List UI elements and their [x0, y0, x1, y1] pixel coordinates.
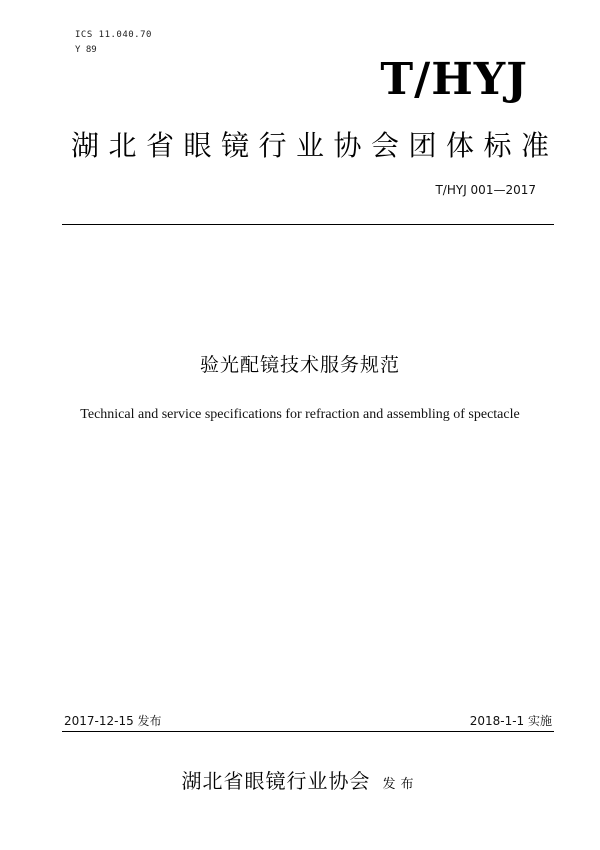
organization-standard-title: 湖北省眼镜行业协会团体标准: [71, 129, 559, 162]
document-title-chinese: 验光配镜技术服务规范: [199, 354, 400, 376]
document-title-english: Technical and service specifications for refraction and assembling of spectacle: [80, 407, 520, 422]
ccs-code: Y 89: [75, 45, 97, 55]
top-divider: [62, 224, 554, 225]
ics-code: ICS 11.040.70: [75, 30, 152, 40]
standard-number: T/HYJ 001—2017: [435, 183, 536, 197]
bottom-divider: [62, 731, 554, 732]
publisher-name: 湖北省眼镜行业协会: [181, 769, 371, 793]
implementation-date: 2018-1-1 实施: [469, 714, 552, 728]
standard-logo: T/HYJ: [380, 54, 528, 105]
issue-date: 2017-12-15 发布: [64, 714, 162, 728]
publisher-action: 发布: [382, 777, 419, 792]
publisher-line: [0, 768, 600, 798]
